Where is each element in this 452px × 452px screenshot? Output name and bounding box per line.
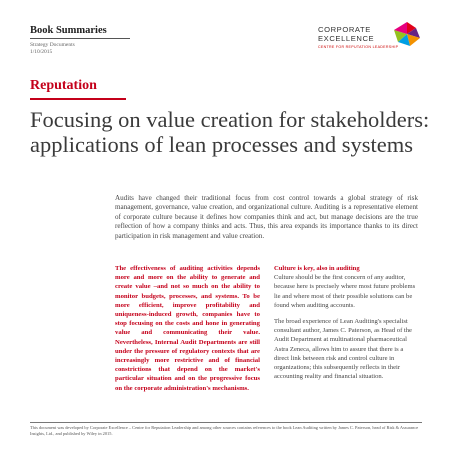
header-block xyxy=(30,24,130,56)
intro-paragraph: Audits have changed their traditional focus from cost control towards a global strategy of risk management, governance, value creation, and organizational culture. Auditing is a representative element of corporate culture because it defines how companies think and act, but manage decisions are the true reflection of how a company thinks and acts. Thus, this area expands its importance thanks to its direct participation in risk management and value creation. xyxy=(115,194,418,240)
footer-divider xyxy=(30,422,422,423)
logo-tagline: CENTRE FOR REPUTATION LEADERSHIP xyxy=(318,45,399,49)
highlight-column: The effectiveness of auditing activities depends more and more on the ability to generate and create value –and not so much on the ability to monitor budgets, processes, and systems. To be more efficient, improve profitability and uniqueness-induced growth, companies have to stop focusing on the costs and hone in generating value and communicating their value. Nevertheless, Internal Audit Departments are still under the pressure of regulatory contexts that are increasingly more restrictive and of financial constrictions that depend on the market's particular situation and on the progressive focus on the corporate administration's mechanisms. xyxy=(115,265,260,392)
logo-line-1: CORPORATE xyxy=(318,25,371,34)
section-underline xyxy=(30,98,126,100)
section-label: Reputation xyxy=(30,78,97,93)
header-category: Strategy Documents xyxy=(30,42,75,48)
header-divider xyxy=(30,38,130,39)
header-title: Book Summaries xyxy=(30,25,107,36)
footer-note: This document was developed by Corporate Excellence – Centre for Reputation Leadership and among other sources contains references to the book Lean Auditing written by James C. Paterson, head of Risk & Assurance Insights, Ltd., and published by Wiley in 2015. xyxy=(30,425,419,436)
page-title: Focusing on value creation for stakeholders: applications of lean processes and systems xyxy=(30,107,430,157)
logo-line-2: EXCELLENCE xyxy=(318,34,375,43)
column-heading: Culture is key, also in auditing xyxy=(274,265,360,272)
column-paragraph-1: Culture should be the first concern of any auditor, because here is precisely where most future problems lie and where most of their possible solutions can be found when auditing accounts. xyxy=(274,274,416,309)
logo-mark-icon xyxy=(394,22,420,46)
header-date: 1/10/2015 xyxy=(30,49,53,55)
column-paragraph-2: The broad experience of Lean Auditing's specialist consultant author, James C. Paterson, as Head of the Audit Department at multinational pharmaceutical Astra Zeneca, allows him to assure that there is a direct link between risk and control culture in organizations; this subsequently reflects in their accounting reality and financial situation. xyxy=(274,318,412,381)
body-column xyxy=(274,264,418,388)
corporate-excellence-logo xyxy=(318,22,428,52)
